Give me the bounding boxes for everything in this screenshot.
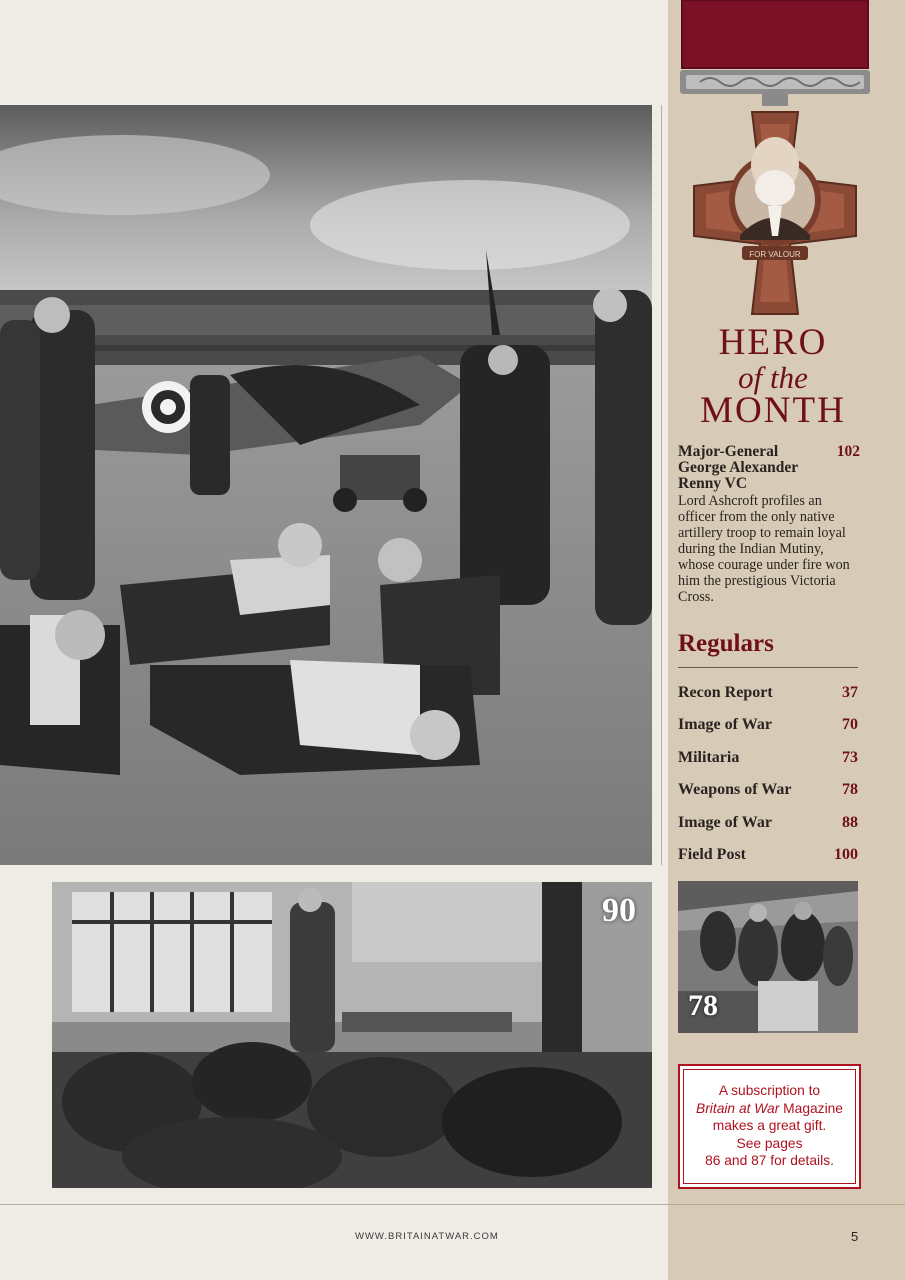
hero-title-line2: of the (738, 360, 808, 395)
medal-inscription: FOR VALOUR (749, 250, 801, 259)
regulars-item-label: Weapons of War (678, 781, 792, 799)
classroom-page-number[interactable]: 90 (602, 892, 636, 929)
regulars-item[interactable] (678, 749, 858, 781)
regulars-item-label: Field Post (678, 845, 746, 863)
feature-page-number: 102 (836, 443, 860, 460)
footer-website-link[interactable]: WWW.BRITAINATWAR.COM (355, 1231, 499, 1242)
regulars-item-label: Image of War (678, 813, 772, 831)
field-photo-page-number: 78 (688, 989, 718, 1022)
regulars-item-page: 88 (842, 813, 858, 831)
regulars-item-page: 70 (842, 716, 858, 734)
hero-title-line3: MONTH (700, 390, 846, 431)
promo-magazine-title: Britain at War (696, 1100, 780, 1116)
soldiers-field-photo[interactable] (678, 881, 858, 1033)
regulars-item-label: Militaria (678, 748, 740, 766)
subscription-promo[interactable] (678, 1064, 861, 1189)
column-divider (661, 105, 662, 865)
hero-title-line1: HERO (718, 322, 828, 363)
regulars-item-label: Recon Report (678, 684, 773, 701)
regulars-item[interactable] (678, 814, 858, 846)
regulars-item[interactable] (678, 684, 858, 716)
feature-description: Lord Ashcroft profiles an officer from the only native artillery troop to remain loyal during the Indian Mutiny, whose courage under fire won him the prestigious Victoria Cross. (678, 493, 850, 605)
promo-line3: makes a great gift. (712, 1118, 827, 1133)
regulars-item[interactable] (678, 846, 858, 878)
regulars-item[interactable] (678, 781, 858, 813)
classroom-photo (52, 882, 652, 1188)
hero-of-the-month-title (668, 322, 878, 431)
promo-line2 (684, 1100, 855, 1118)
footer-divider-sidebar (668, 1204, 905, 1205)
footer-page-number: 5 (851, 1229, 859, 1244)
feature-title[interactable]: Major-General George Alexander Renny VC (678, 443, 798, 492)
promo-line4: See pages (736, 1135, 803, 1151)
promo-line1: A subscription to (718, 1083, 821, 1098)
promo-line5: 86 and 87 for details. (705, 1153, 834, 1168)
footer-divider (0, 1204, 668, 1205)
victoria-cross-medal-icon (680, 0, 870, 320)
regulars-item-page: 100 (834, 845, 858, 863)
regulars-item[interactable] (678, 716, 858, 748)
hero-feature[interactable] (678, 444, 860, 605)
regulars-item-page: 78 (842, 781, 858, 799)
promo-magazine-suffix: Magazine (779, 1100, 843, 1116)
regulars-item-page: 37 (842, 684, 858, 701)
regulars-item-page: 73 (842, 748, 858, 766)
regulars-heading: Regulars (678, 630, 858, 668)
sidebar (668, 0, 905, 1280)
raf-pilots-photo (0, 105, 652, 865)
regulars-item-label: Image of War (678, 716, 772, 734)
regulars-list (678, 684, 858, 878)
